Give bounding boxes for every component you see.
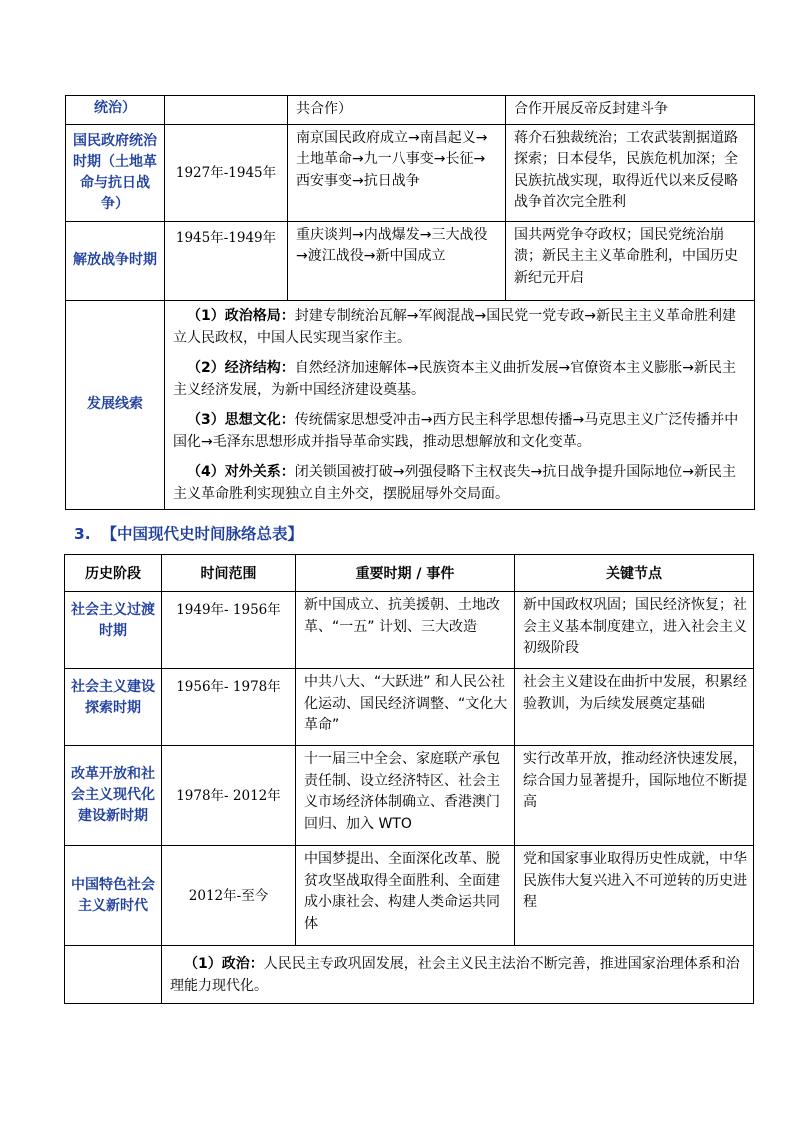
key-cell: 新中国政权巩固；国民经济恢复；社会主义基本制度建立，进入社会主义初级阶段	[515, 592, 754, 669]
stage-cell: 社会主义建设探索时期	[65, 669, 162, 746]
stage-cell: 解放战争时期	[66, 221, 165, 300]
stage-cell: 国民政府统治时期（土地革命与抗日战争）	[66, 124, 165, 221]
development-lines-row	[66, 300, 755, 509]
key-cell: 国共两党争夺政权；国民党统治崩溃；新民主主义革命胜利，中国历史新纪元开启	[506, 221, 755, 300]
time-cell: 1978年- 2012年	[162, 746, 296, 846]
modern-history-table	[65, 95, 755, 510]
time-cell: 2012年-至今	[162, 846, 296, 946]
key-cell: 实行改革开放，推动经济快速发展，综合国力显著提升，国际地位不断提高	[515, 746, 754, 846]
line-item: （1）政治：人民民主专政巩固发展，社会主义民主法治不断完善，推进国家治理体系和治理能力现代化。	[170, 955, 740, 994]
column-header: 时间范围	[162, 555, 296, 592]
table-row	[65, 592, 754, 669]
table-row	[66, 96, 755, 125]
events-cell: 新中国成立、抗美援朝、土地改革、“一五” 计划、三大改造	[296, 592, 515, 669]
table-row	[65, 746, 754, 846]
time-cell	[165, 96, 288, 125]
stage-cell: 中国特色社会主义新时代	[65, 846, 162, 946]
development-lines-content	[162, 946, 754, 1004]
key-cell: 社会主义建设在曲折中发展，积累经验教训，为后续发展奠定基础	[515, 669, 754, 746]
time-cell: 1949年- 1956年	[162, 592, 296, 669]
column-header: 关键节点	[515, 555, 754, 592]
events-cell: 中共八大、“大跃进” 和人民公社化运动、国民经济调整、“文化大革命”	[296, 669, 515, 746]
section-number: 3.	[74, 525, 91, 543]
table-row	[65, 669, 754, 746]
contemporary-history-table	[64, 554, 754, 1004]
section-heading	[74, 522, 303, 544]
key-cell: 党和国家事业取得历史性成就，中华民族伟大复兴进入不可逆转的历史进程	[515, 846, 754, 946]
table-header-row	[65, 555, 754, 592]
development-lines-content	[165, 300, 755, 509]
key-cell: 合作开展反帝反封建斗争	[506, 96, 755, 125]
line-item: （4）对外关系：闭关锁国被打破→列强侵略下主权丧失→抗日战争提升国际地位→新民主主义革命胜利实现独立自主外交，摆脱屈辱外交局面。	[173, 463, 736, 502]
section-title: 【中国现代史时间脉络总表】	[101, 525, 303, 543]
line-item: （2）经济结构：自然经济加速解体→民族资本主义曲折发展→官僚资本主义膨胀→新民主主义经济发展，为新中国经济建设奠基。	[173, 359, 736, 398]
key-cell: 蒋介石独裁统治；工农武装割据道路探索；日本侵华，民族危机加深；全民族抗战实现，取得近代以来反侵略战争首次完全胜利	[506, 124, 755, 221]
events-cell: 共合作）	[288, 96, 506, 125]
stage-cell: 社会主义过渡时期	[65, 592, 162, 669]
development-lines-row	[65, 946, 754, 1004]
table-row	[66, 221, 755, 300]
development-lines-label	[65, 946, 162, 1004]
stage-cell: 改革开放和社会主义现代化建设新时期	[65, 746, 162, 846]
time-cell: 1956年- 1978年	[162, 669, 296, 746]
events-cell: 中国梦提出、全面深化改革、脱贫攻坚战取得全面胜利、全面建成小康社会、构建人类命运共同体	[296, 846, 515, 946]
time-cell: 1927年-1945年	[165, 124, 288, 221]
stage-cell: 统治）	[66, 96, 165, 125]
table-row	[66, 124, 755, 221]
line-item: （1）政治格局：封建专制统治瓦解→军阀混战→国民党一党专政→新民主主义革命胜利建立人民政权，中国人民实现当家作主。	[173, 307, 736, 346]
table-row	[65, 846, 754, 946]
column-header: 重要时期 / 事件	[296, 555, 515, 592]
events-cell: 南京国民政府成立→南昌起义→土地革命→九一八事变→长征→西安事变→抗日战争	[288, 124, 506, 221]
line-item: （3）思想文化：传统儒家思想受冲击→西方民主科学思想传播→马克思主义广泛传播并中国化→毛泽东思想形成并指导革命实践，推动思想解放和文化变革。	[173, 411, 739, 450]
column-header: 历史阶段	[65, 555, 162, 592]
events-cell: 十一届三中全会、家庭联产承包责任制、设立经济特区、社会主义市场经济体制确立、香港澳门回归、加入 WTO	[296, 746, 515, 846]
events-cell: 重庆谈判→内战爆发→三大战役→渡江战役→新中国成立	[288, 221, 506, 300]
time-cell: 1945年-1949年	[165, 221, 288, 300]
development-lines-label: 发展线索	[66, 300, 165, 509]
